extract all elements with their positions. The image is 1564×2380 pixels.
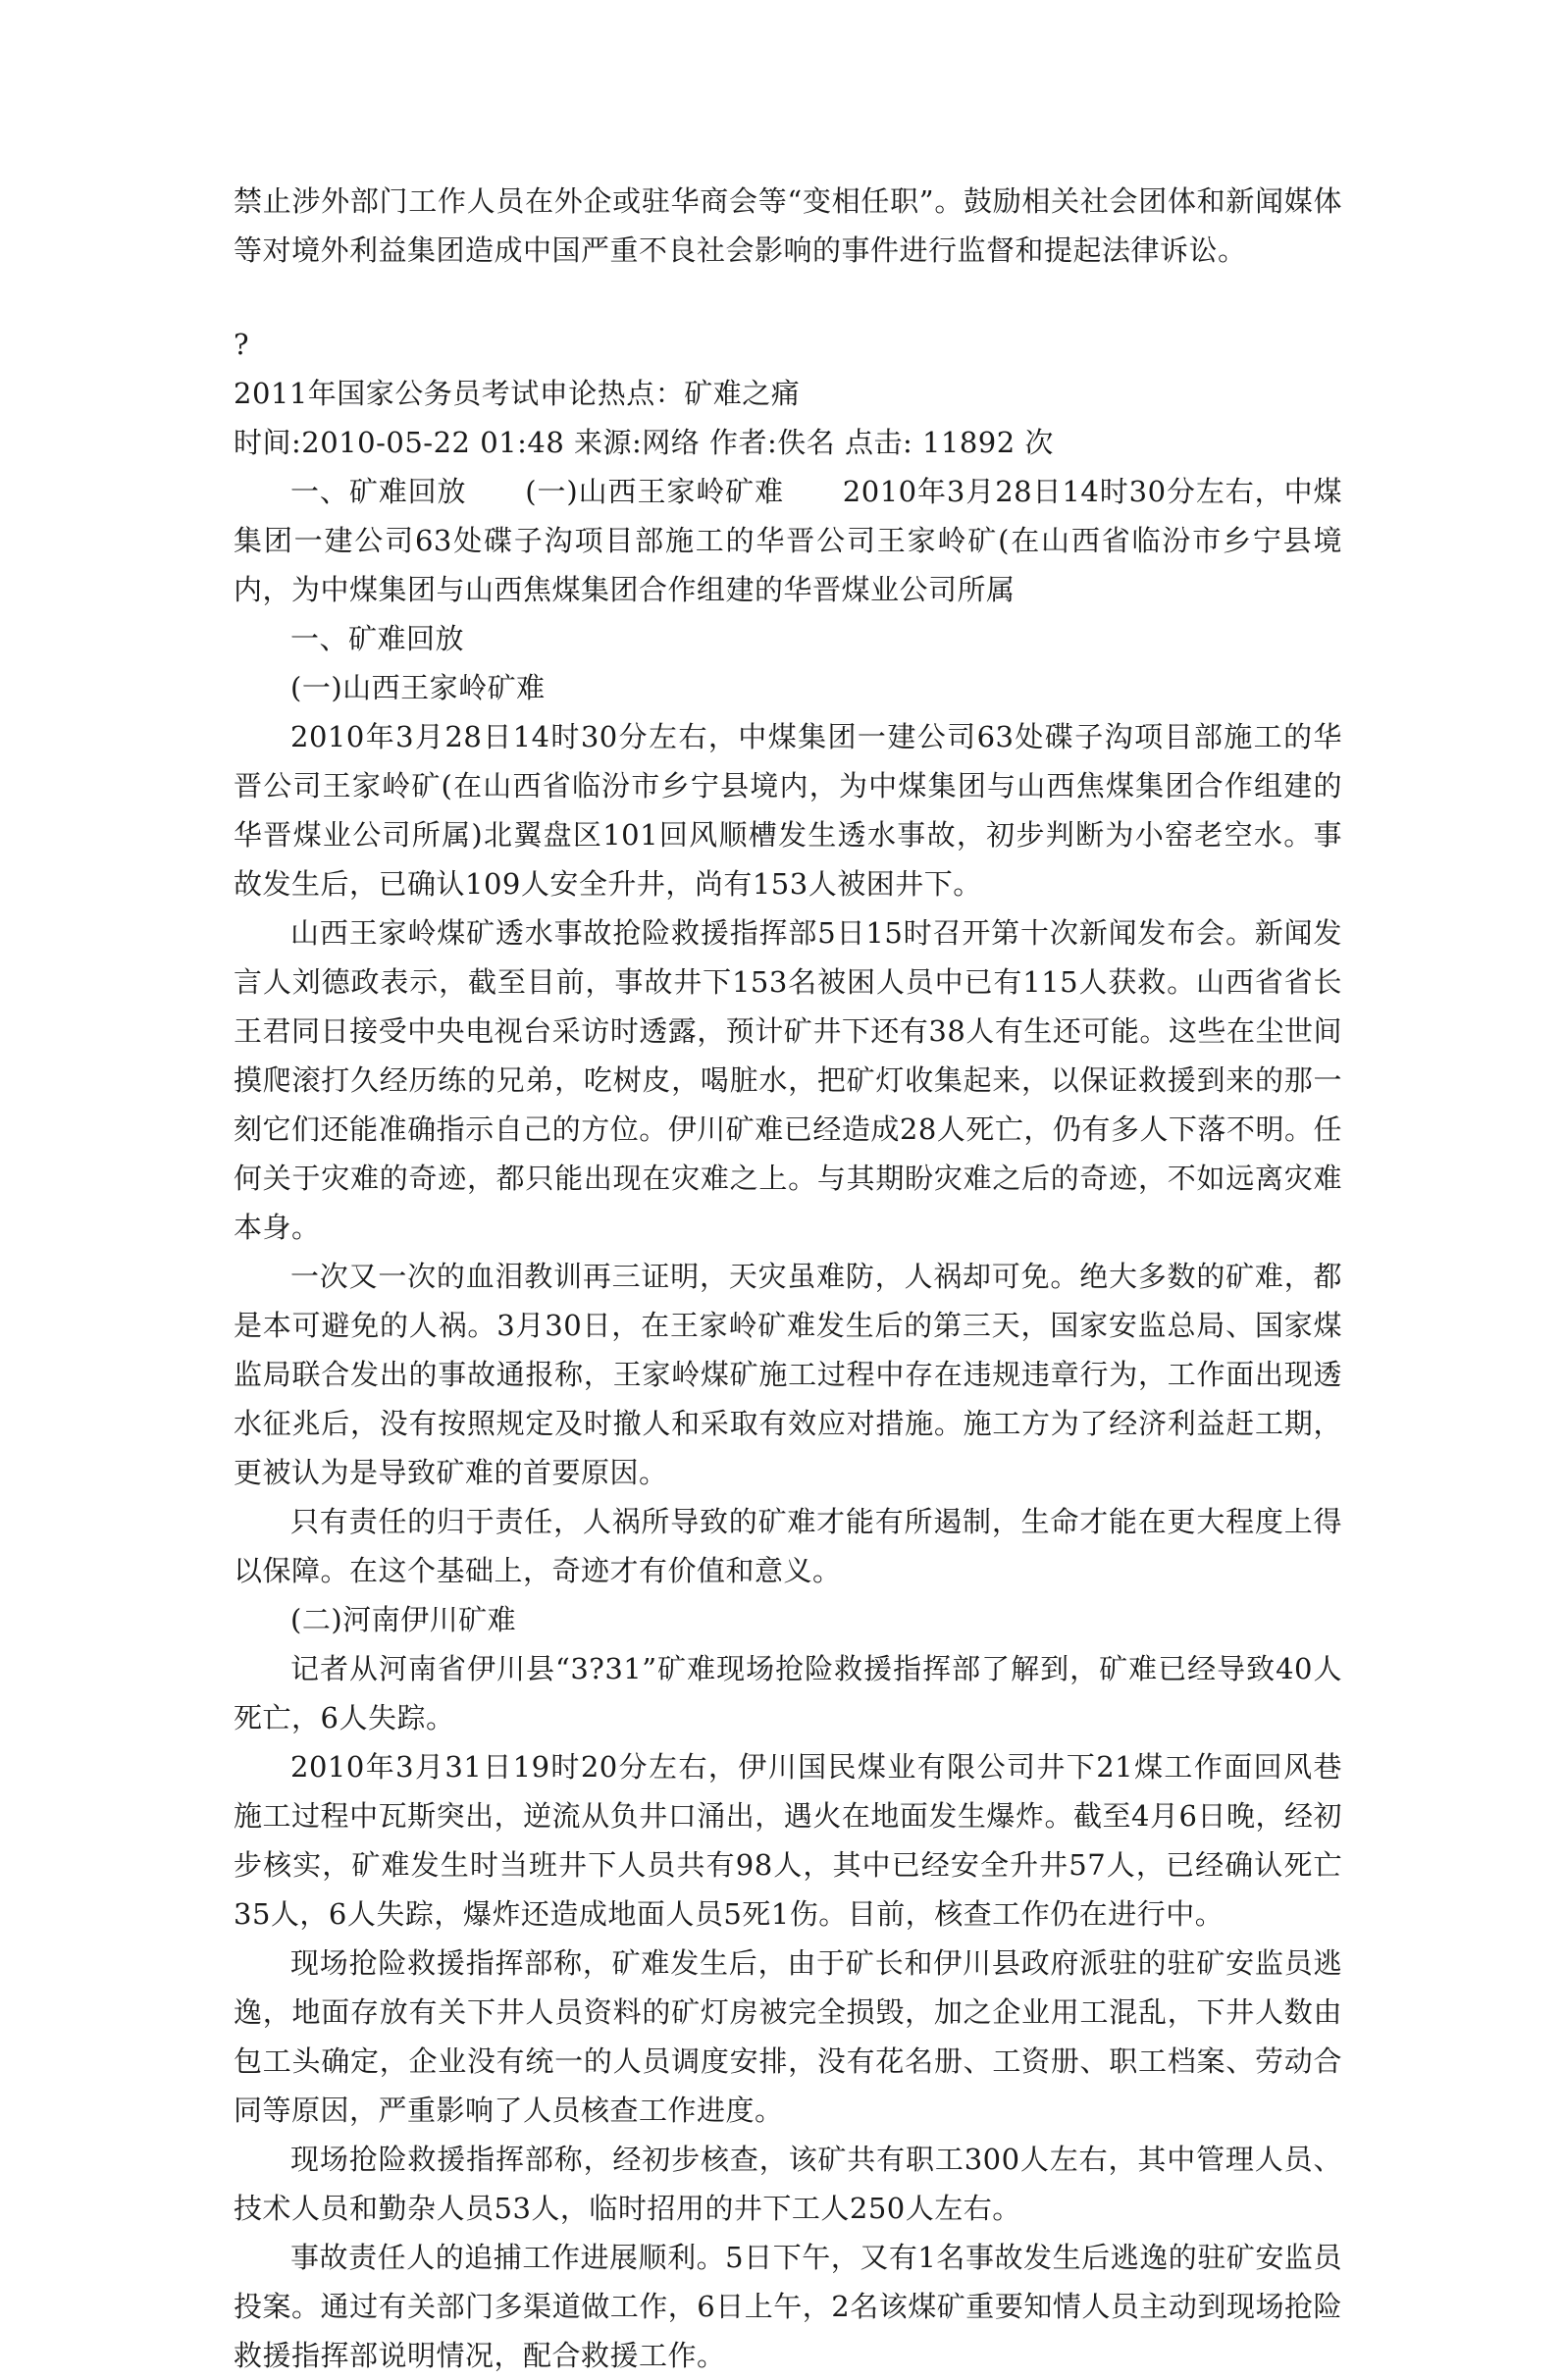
paragraph: 记者从河南省伊川县“3?31”矿难现场抢险救援指挥部了解到，矿难已经导致40人死亡，6人失踪。: [234, 1652, 1342, 1734]
question-mark-line: ?: [234, 328, 250, 361]
paragraph: 事故责任人的追捕工作进展顺利。5日下午，又有1名事故发生后逃逸的驻矿安监员投案。通过有关部门多渠道做工作，6日上午，2名该煤矿重要知情人员主动到现场抢险救援指挥部说明情况，配合救援工作。: [234, 2241, 1342, 2372]
subsection-heading: (一)山西王家岭矿难: [290, 671, 546, 704]
spacer: [234, 275, 1342, 320]
paragraph: 现场抢险救援指挥部称，矿难发生后，由于矿长和伊川县政府派驻的驻矿安监员逃逸，地面存放有关下井人员资料的矿灯房被完全损毁，加之企业用工混乱，下井人数由包工头确定，企业没有统一的人员调度安排，没有花名册、工资册、职工档案、劳动合同等原因，严重影响了人员核查工作进度。: [234, 1946, 1342, 2127]
paragraph: 只有责任的归于责任，人祸所导致的矿难才能有所遏制，生命才能在更大程度上得以保障。在这个基础上，奇迹才有价值和意义。: [234, 1505, 1342, 1587]
paragraph: 2010年3月31日19时20分左右，伊川国民煤业有限公司井下21煤工作面回风巷施工过程中瓦斯突出，逆流从负井口涌出，遇火在地面发生爆炸。截至4月6日晚，经初步核实，矿难发生时当班井下人员共有98人，其中已经安全升井57人，已经确认死亡35人，6人失踪，爆炸还造成地面人员5死1伤。目前，核查工作仍在进行中。: [234, 1750, 1342, 1931]
section-heading: 一、矿难回放: [290, 622, 465, 655]
subsection-heading: (二)河南伊川矿难: [290, 1603, 517, 1636]
paragraph: 山西王家岭煤矿透水事故抢险救援指挥部5日15时召开第十次新闻发布会。新闻发言人刘德政表示，截至目前，事故井下153名被困人员中已有115人获救。山西省省长王君同日接受中央电视台采访时透露，预计矿井下还有38人有生还可能。这些在尘世间摸爬滚打久经历练的兄弟，吃树皮，喝脏水，把矿灯收集起来，以保证救援到来的那一刻它们还能准确指示自己的方位。伊川矿难已经造成28人死亡，仍有多人下落不明。任何关于灾难的奇迹，都只能出现在灾难之上。与其期盼灾难之后的奇迹，不如远离灾难本身。: [234, 916, 1342, 1244]
paragraph-intro: 禁止涉外部门工作人员在外企或驻华商会等“变相任职”。鼓励相关社会团体和新闻媒体等对境外利益集团造成中国严重不良社会影响的事件进行监督和提起法律诉讼。: [234, 184, 1342, 267]
paragraph: 2010年3月28日14时30分左右，中煤集团一建公司63处碟子沟项目部施工的华晋公司王家岭矿(在山西省临汾市乡宁县境内，为中煤集团与山西焦煤集团合作组建的华晋煤业公司所属)北翼盘区101回风顺槽发生透水事故，初步判断为小窑老空水。事故发生后，已确认109人安全升井，尚有153人被困井下。: [234, 720, 1342, 901]
article-title: 2011年国家公务员考试申论热点：矿难之痛: [234, 377, 801, 410]
summary-paragraph: 一、矿难回放 (一)山西王家岭矿难 2010年3月28日14时30分左右，中煤集团一建公司63处碟子沟项目部施工的华晋公司王家岭矿(在山西省临汾市乡宁县境内，为中煤集团与山西焦煤集团合作组建的华晋煤业公司所属: [234, 475, 1342, 606]
article-meta: 时间:2010-05-22 01:48 来源:网络 作者:佚名 点击: 11892 次: [234, 426, 1054, 459]
document-page: [234, 177, 1342, 2380]
paragraph: 现场抢险救援指挥部称，经初步核查，该矿共有职工300人左右，其中管理人员、技术人员和勤杂人员53人，临时招用的井下工人250人左右。: [234, 2143, 1342, 2225]
paragraph: 一次又一次的血泪教训再三证明，天灾虽难防，人祸却可免。绝大多数的矿难，都是本可避免的人祸。3月30日，在王家岭矿难发生后的第三天，国家安监总局、国家煤监局联合发出的事故通报称，王家岭煤矿施工过程中存在违规违章行为，工作面出现透水征兆后，没有按照规定及时撤人和采取有效应对措施。施工方为了经济利益赶工期，更被认为是导致矿难的首要原因。: [234, 1260, 1342, 1489]
